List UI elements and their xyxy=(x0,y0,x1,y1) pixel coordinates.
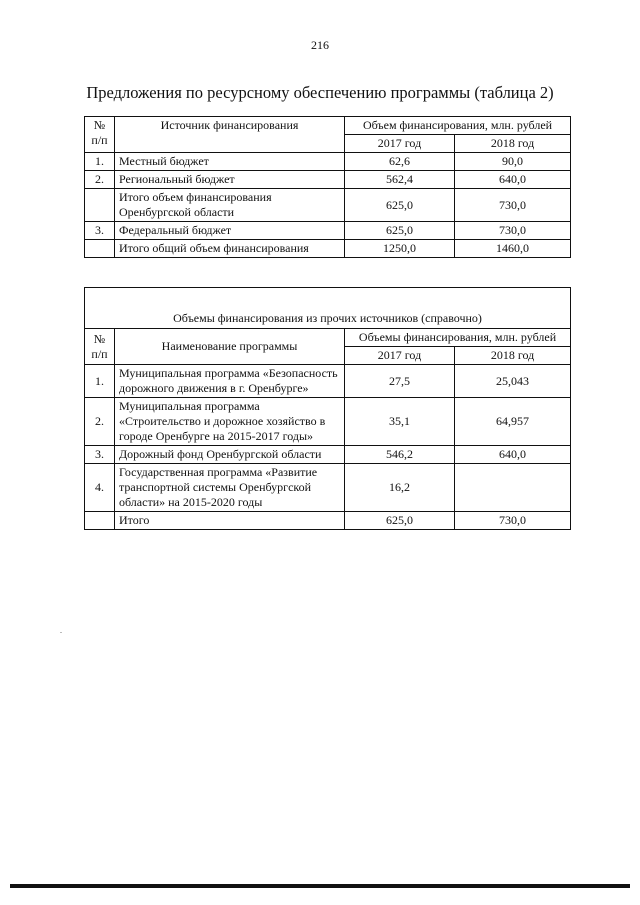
table-row xyxy=(85,446,571,464)
row-num: 2. xyxy=(85,171,115,189)
col-header-volume: Объем финансирования, млн. рублей xyxy=(345,117,571,135)
row-value-2017: 35,1 xyxy=(345,398,455,446)
row-name: Дорожный фонд Оренбургской области xyxy=(115,446,345,464)
row-name: Местный бюджет xyxy=(115,153,345,171)
row-name: Итого объем финансирования Оренбургской области xyxy=(115,189,345,222)
col-header-2017: 2017 год xyxy=(345,347,455,365)
row-value-2018: 90,0 xyxy=(455,153,571,171)
row-value-2018: 640,0 xyxy=(455,446,571,464)
row-value-2017: 562,4 xyxy=(345,171,455,189)
row-name: Итого xyxy=(115,512,345,530)
document-title: Предложения по ресурсному обеспечению программы (таблица 2) xyxy=(86,83,554,102)
row-name: Федеральный бюджет xyxy=(115,222,345,240)
col-header-num: № п/п xyxy=(85,329,115,365)
row-value-2017: 1250,0 xyxy=(345,240,455,258)
scan-speck xyxy=(60,632,62,633)
other-sources-table xyxy=(84,287,571,530)
table-row xyxy=(85,222,571,240)
table-row xyxy=(85,398,571,446)
col-header-2018: 2018 год xyxy=(455,135,571,153)
row-value-2017: 27,5 xyxy=(345,365,455,398)
section-title: Объемы финансирования из прочих источников (справочно) xyxy=(85,288,571,329)
row-value-2018: 1460,0 xyxy=(455,240,571,258)
row-value-2018: 730,0 xyxy=(455,222,571,240)
row-name: Государственная программа «Развитие транспортной системы Оренбургской области» на 2015-2020 годы xyxy=(115,464,345,512)
row-value-2017: 625,0 xyxy=(345,222,455,240)
table-row xyxy=(85,189,571,222)
row-value-2018: 640,0 xyxy=(455,171,571,189)
col-header-program: Наименование программы xyxy=(115,329,345,365)
row-name: Муниципальная программа «Строительство и дорожное хозяйство в городе Оренбурге на 2015-2017 годы» xyxy=(115,398,345,446)
row-value-2018: 730,0 xyxy=(455,189,571,222)
table-row xyxy=(85,171,571,189)
row-value-2017: 62,6 xyxy=(345,153,455,171)
col-header-num: № п/п xyxy=(85,117,115,153)
row-value-2018 xyxy=(455,464,571,512)
row-num xyxy=(85,189,115,222)
row-value-2018: 64,957 xyxy=(455,398,571,446)
table-row xyxy=(85,512,571,530)
row-value-2017: 625,0 xyxy=(345,512,455,530)
row-value-2017: 625,0 xyxy=(345,189,455,222)
table-row xyxy=(85,464,571,512)
col-header-volume: Объемы финансирования, млн. рублей xyxy=(345,329,571,347)
row-value-2018: 730,0 xyxy=(455,512,571,530)
table-row xyxy=(85,240,571,258)
row-value-2017: 546,2 xyxy=(345,446,455,464)
table-row xyxy=(85,153,571,171)
row-num: 2. xyxy=(85,398,115,446)
row-value-2017: 16,2 xyxy=(345,464,455,512)
row-name: Муниципальная программа «Безопасность дорожного движения в г. Оренбурге» xyxy=(115,365,345,398)
row-num: 3. xyxy=(85,446,115,464)
row-num: 1. xyxy=(85,153,115,171)
row-name: Итого общий объем финансирования xyxy=(115,240,345,258)
row-name: Региональный бюджет xyxy=(115,171,345,189)
row-num xyxy=(85,512,115,530)
row-value-2018: 25,043 xyxy=(455,365,571,398)
col-header-2018: 2018 год xyxy=(455,347,571,365)
financing-sources-table xyxy=(84,116,571,258)
row-num: 4. xyxy=(85,464,115,512)
row-num: 3. xyxy=(85,222,115,240)
table-row xyxy=(85,365,571,398)
col-header-2017: 2017 год xyxy=(345,135,455,153)
row-num xyxy=(85,240,115,258)
row-num: 1. xyxy=(85,365,115,398)
page-number: 216 xyxy=(311,38,329,52)
col-header-source: Источник финансирования xyxy=(115,117,345,153)
footer-rule xyxy=(10,884,630,888)
